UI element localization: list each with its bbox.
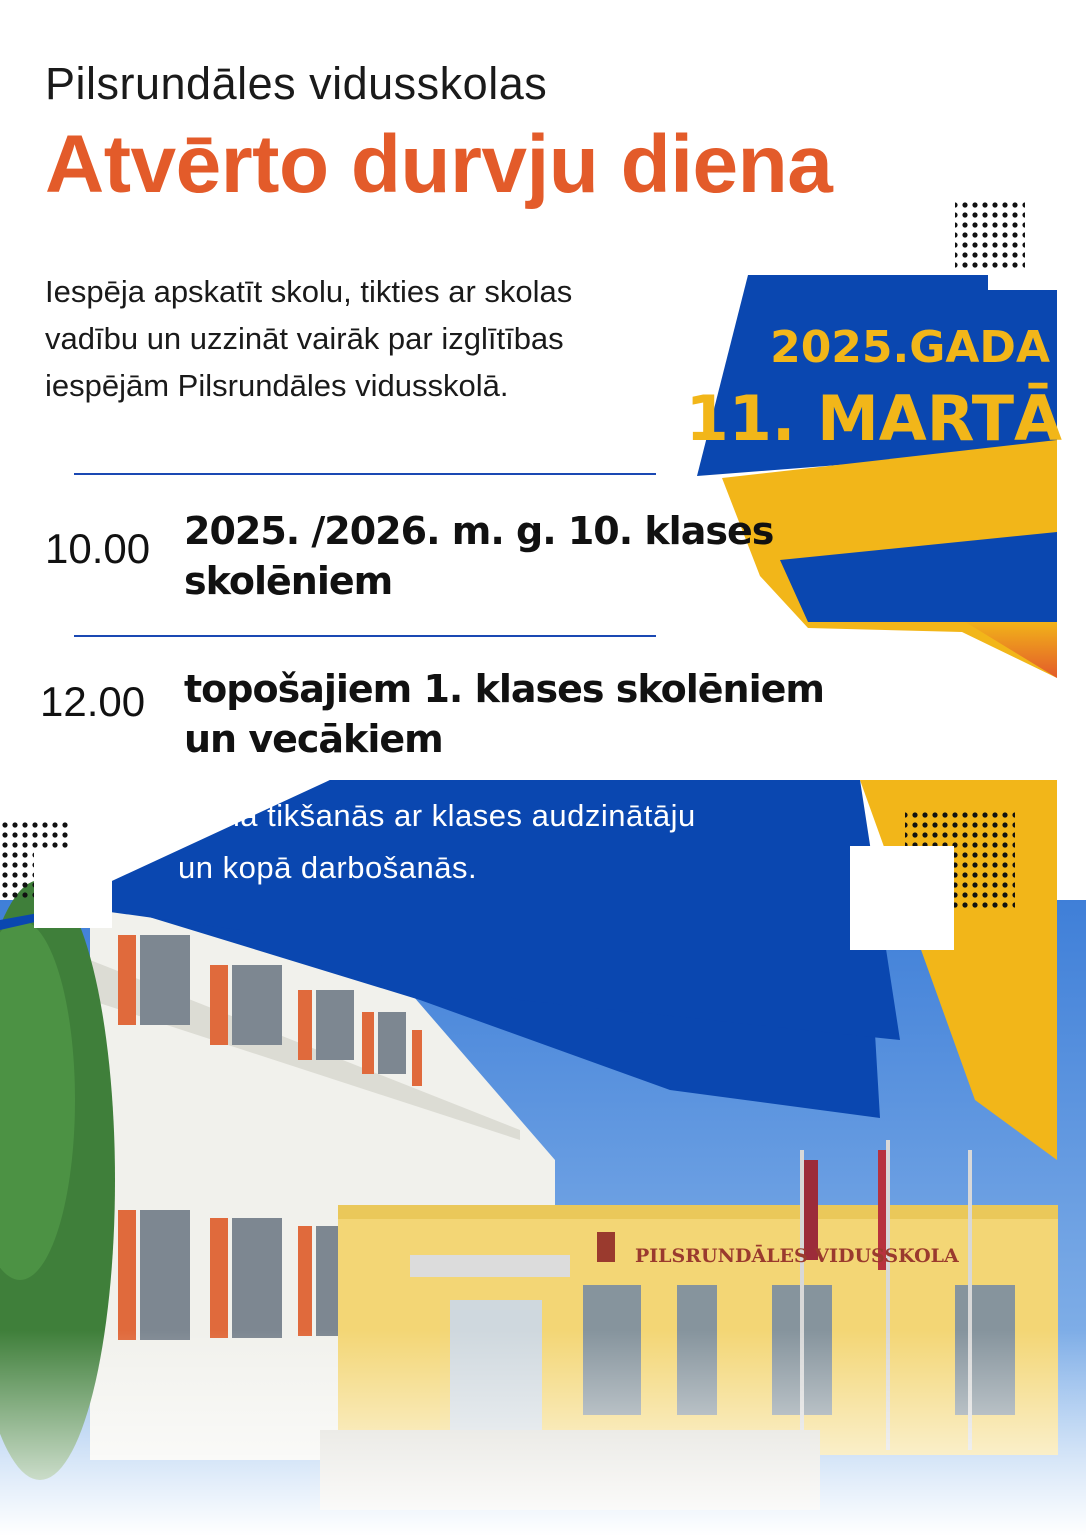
building-sign: PILSRUNDĀLES VIDUSSKOLA xyxy=(635,1245,959,1267)
page-subtitle: Pilsrundāles vidusskolas xyxy=(45,58,548,109)
note-line: un kopā darbošanās. xyxy=(178,850,478,885)
intro-line: vadību un uzzināt vairāk par izglītības xyxy=(45,321,564,356)
schedule-item xyxy=(184,506,773,606)
schedule-time: 10.00 xyxy=(45,525,151,572)
schedule-item xyxy=(184,664,824,764)
divider xyxy=(74,473,656,475)
date-year: 2025.GADA xyxy=(770,322,1050,373)
schedule-event-line: un vecākiem xyxy=(184,717,443,761)
schedule-time: 12.00 xyxy=(40,678,146,725)
date-day: 11. MARTĀ xyxy=(685,382,1062,455)
schedule-event-line: skolēniem xyxy=(184,559,393,603)
event-note xyxy=(178,790,696,894)
intro-line: iespējām Pilsrundāles vidusskolā. xyxy=(45,368,509,403)
dot-pattern-top xyxy=(955,202,1025,268)
banner-notch xyxy=(988,272,1058,290)
intro-line: Iespēja apskatīt skolu, tikties ar skolas xyxy=(45,274,573,309)
intro-text xyxy=(45,268,735,409)
schedule-event-line: 2025. /2026. m. g. 10. klases xyxy=(184,509,774,553)
white-square-left xyxy=(34,850,112,928)
page-title: Atvērto durvju diena xyxy=(45,119,833,210)
schedule-event-line: topošajiem 1. klases skolēniem xyxy=(184,667,824,711)
divider xyxy=(74,635,656,637)
note-line: pirmā tikšanās ar klases audzinātāju xyxy=(178,798,696,833)
white-square-right xyxy=(850,846,954,950)
